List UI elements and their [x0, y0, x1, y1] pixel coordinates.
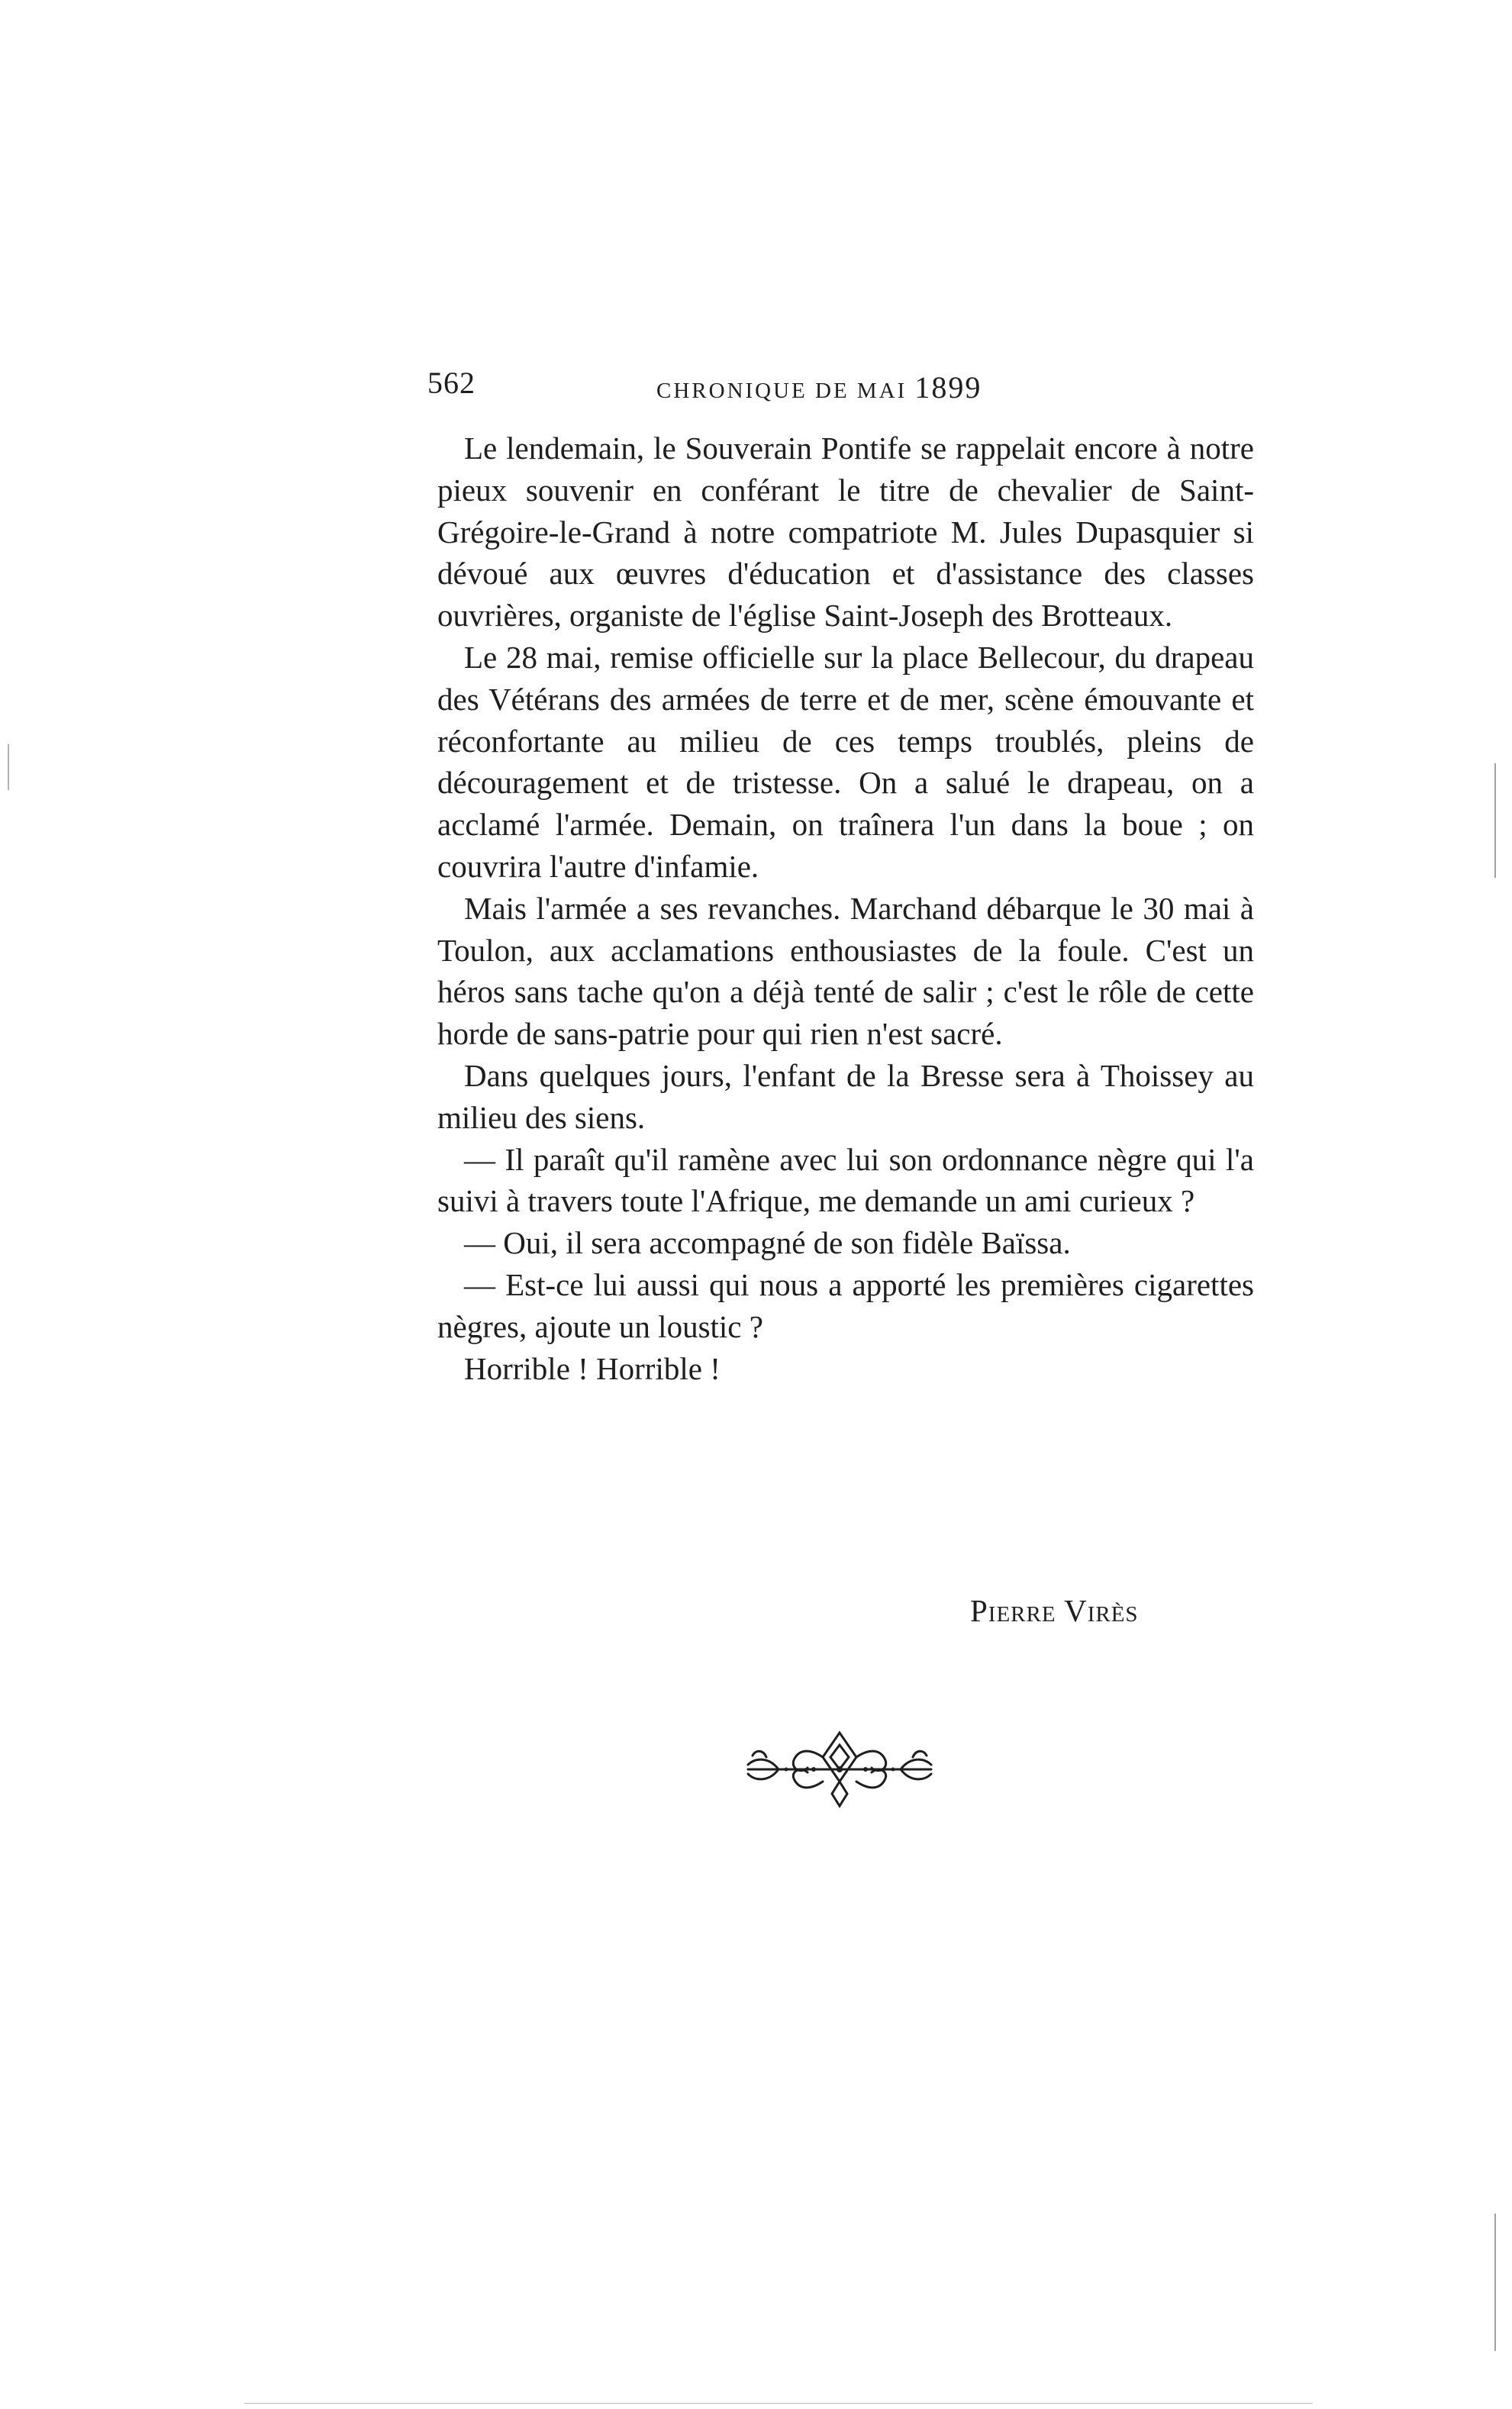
page-number: 562	[427, 366, 476, 400]
running-title	[656, 369, 982, 405]
scan-edge-line	[8, 744, 9, 790]
ornament-icon	[733, 1727, 946, 1811]
author-signature: Pierre Virès	[970, 1593, 1139, 1628]
paragraph: Le lendemain, le Souverain Pontife se rappelait encore à notre pieux souvenir en conférant le titre de chevalier de Saint-Grégoire-le-Grand à notre compatriote M. Jules Dupasquier si dévoué aux œuvres d'éducation et d'assistance des classes ouvrières, organiste de l'église Saint-Joseph des Brotteaux.	[437, 431, 1254, 634]
scan-edge-line	[1494, 763, 1496, 878]
body-text	[437, 427, 1254, 1389]
paragraph: — Oui, il sera accompagné de son fidèle Baïssa.	[464, 1225, 1071, 1261]
scan-edge-line	[1494, 2214, 1496, 2351]
paragraph: Le 28 mai, remise officielle sur la place Bellecour, du drapeau des Vétérans des armées de terre et de mer, scène émouvante et réconfortante au milieu de ces temps troublés, pleins de découragement et de tristesse. On a salué le drapeau, on a acclamé l'armée. Demain, on traînera l'un dans la boue ; on couvrira l'autre d'infamie.	[437, 639, 1254, 884]
running-title-year: 1899	[914, 370, 982, 405]
page-header	[427, 365, 1259, 411]
paragraph: — Il paraît qu'il ramène avec lui son ordonnance nègre qui l'a suivi à travers toute l'Afrique, me demande un ami curieux ?	[437, 1141, 1254, 1219]
paragraph: Dans quelques jours, l'enfant de la Bresse sera à Thoissey au milieu des siens.	[437, 1057, 1254, 1135]
running-title-text: CHRONIQUE DE MAI	[656, 379, 908, 403]
paragraph: Mais l'armée a ses revanches. Marchand débarque le 30 mai à Toulon, aux acclamations enthousiastes de la foule. C'est un héros sans tache qu'on a déjà tenté de salir ; c'est le rôle de cette horde de sans-patrie pour qui rien n'est sacré.	[437, 890, 1254, 1052]
scan-bottom-line	[244, 2403, 1313, 2404]
paragraph: — Est-ce lui aussi qui nous a apporté les premières cigarettes nègres, ajoute un loustic ?	[437, 1266, 1254, 1344]
paragraph: Horrible ! Horrible !	[464, 1350, 721, 1386]
